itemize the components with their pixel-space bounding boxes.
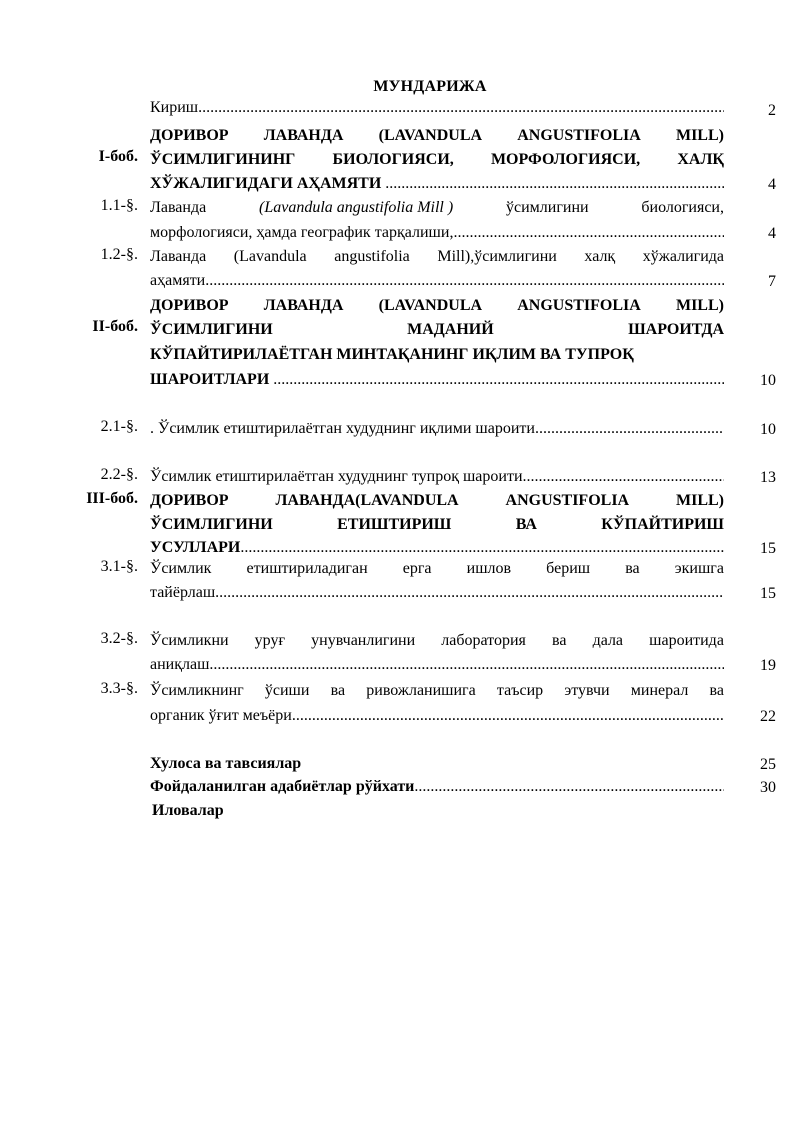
section-title-line[interactable]: Ўсимликнинг ўсиши ва ривожланишига таъсир этувчи минерал ва: [150, 682, 724, 699]
page-number: 10: [760, 372, 776, 389]
leader-dots: [209, 653, 724, 677]
page-title: МУНДАРИЖА: [373, 78, 487, 95]
leader-dots: [205, 269, 724, 293]
section-label: 3.1-§.: [100, 558, 138, 575]
page-number: 10: [760, 421, 776, 438]
chapter-title-line[interactable]: КЎПАЙТИРИЛАЁТГАН МИНТАҚАНИНГ ИҚЛИМ ВА ТУПРОҚ: [150, 346, 634, 363]
chapter-title-line[interactable]: ЎСИМЛИГИНИ ЕТИШТИРИШ ВА КЎПАЙТИРИШ: [150, 516, 724, 533]
page-number: 4: [768, 225, 776, 242]
page-number: 30: [760, 779, 776, 796]
section-title-line[interactable]: аҳамяти .....: [150, 269, 724, 293]
chapter-title-line[interactable]: ЎСИМЛИГИНИНГ БИОЛОГИЯСИ, МОРФОЛОГИЯСИ, ХАЛҚ: [150, 151, 724, 168]
section-title-line[interactable]: тайёрлаш .....: [150, 581, 724, 605]
section-label: 2.1-§.: [100, 418, 138, 435]
entry-text: Кириш: [150, 99, 199, 116]
chapter-label: III-боб.: [86, 490, 138, 507]
leader-dots: [198, 96, 724, 120]
toc-entry-2-2[interactable]: Ўсимлик етиштирилаётган худуднинг тупроқ шароити .....: [150, 465, 724, 489]
chapter-title-line[interactable]: УСУЛЛАРИ .....: [150, 536, 724, 560]
section-title-line[interactable]: Ўсимликни уруғ унувчанлигини лаборатория ва дала шароитида: [150, 632, 724, 649]
leader-dots: [273, 368, 724, 392]
toc-entry-intro[interactable]: [150, 96, 724, 120]
section-label: 2.2-§.: [100, 466, 138, 483]
page-number: 15: [760, 540, 776, 557]
page-number: 25: [760, 756, 776, 773]
chapter-title-line[interactable]: ЎСИМЛИГИНИ МАДАНИЙ ШАРОИТДА: [150, 321, 724, 338]
leader-dots: [453, 221, 724, 245]
chapter-label: I-боб.: [98, 148, 138, 165]
page-number: 13: [760, 469, 776, 486]
section-title-line[interactable]: органик ўғит меъёри .....: [150, 704, 724, 728]
section-title-line[interactable]: аниқлаш .....: [150, 653, 724, 677]
section-label: 3.3-§.: [100, 680, 138, 697]
section-title-line[interactable]: морфологияси, ҳамда географик тарқалиши, .....: [150, 221, 724, 245]
page-number: 7: [768, 273, 776, 290]
page-number: 4: [768, 176, 776, 193]
leader-dots: [535, 417, 724, 441]
page-number: 2: [768, 102, 776, 119]
section-label: 1.1-§.: [100, 197, 138, 214]
leader-dots: [523, 465, 725, 489]
chapter-title-line[interactable]: ДОРИВОР ЛАВАНДА (LAVANDULA ANGUSTIFOLIA MILL): [150, 297, 724, 314]
section-title-line[interactable]: Ўсимлик етиштириладиган ерга ишлов бериш ва экишга: [150, 560, 724, 577]
section-title-line[interactable]: Лаванда (Lavandula angustifolia Mill),ўсимлигини халқ хўжалигида: [150, 248, 724, 265]
leader-dots: [385, 172, 724, 196]
toc-entry-references[interactable]: Фойдаланилган адабиётлар рўйхати .....: [150, 775, 724, 799]
toc-entry-2-1[interactable]: . Ўсимлик етиштирилаётган худуднинг иқлими шароити .....: [150, 417, 724, 441]
section-label: 1.2-§.: [100, 246, 138, 263]
section-title-line[interactable]: Лаванда (Lavandula angustifolia Mill ) ўсимлигини биологияси,: [150, 199, 724, 216]
page-number: 22: [760, 708, 776, 725]
leader-dots: [414, 775, 724, 799]
leader-dots: [292, 704, 724, 728]
page-number: 15: [760, 585, 776, 602]
page-number: 19: [760, 657, 776, 674]
section-label: 3.2-§.: [100, 630, 138, 647]
chapter-title-line[interactable]: ШАРОИТЛАРИ .....: [150, 368, 724, 392]
toc-entry-appendix[interactable]: Иловалар: [152, 802, 224, 819]
toc-entry-conclusion[interactable]: Хулоса ва тавсиялар: [150, 755, 302, 772]
chapter-label: II-боб.: [92, 318, 138, 335]
chapter-title-line[interactable]: ДОРИВОР ЛАВАНДА (LAVANDULA ANGUSTIFOLIA MILL): [150, 127, 724, 144]
chapter-title-line[interactable]: ДОРИВОР ЛАВАНДА(LAVANDULA ANGUSTIFOLIA MILL): [150, 492, 724, 509]
leader-dots: [215, 581, 724, 605]
chapter-title-line[interactable]: ХЎЖАЛИГИДАГИ АҲАМЯТИ .....: [150, 172, 724, 196]
